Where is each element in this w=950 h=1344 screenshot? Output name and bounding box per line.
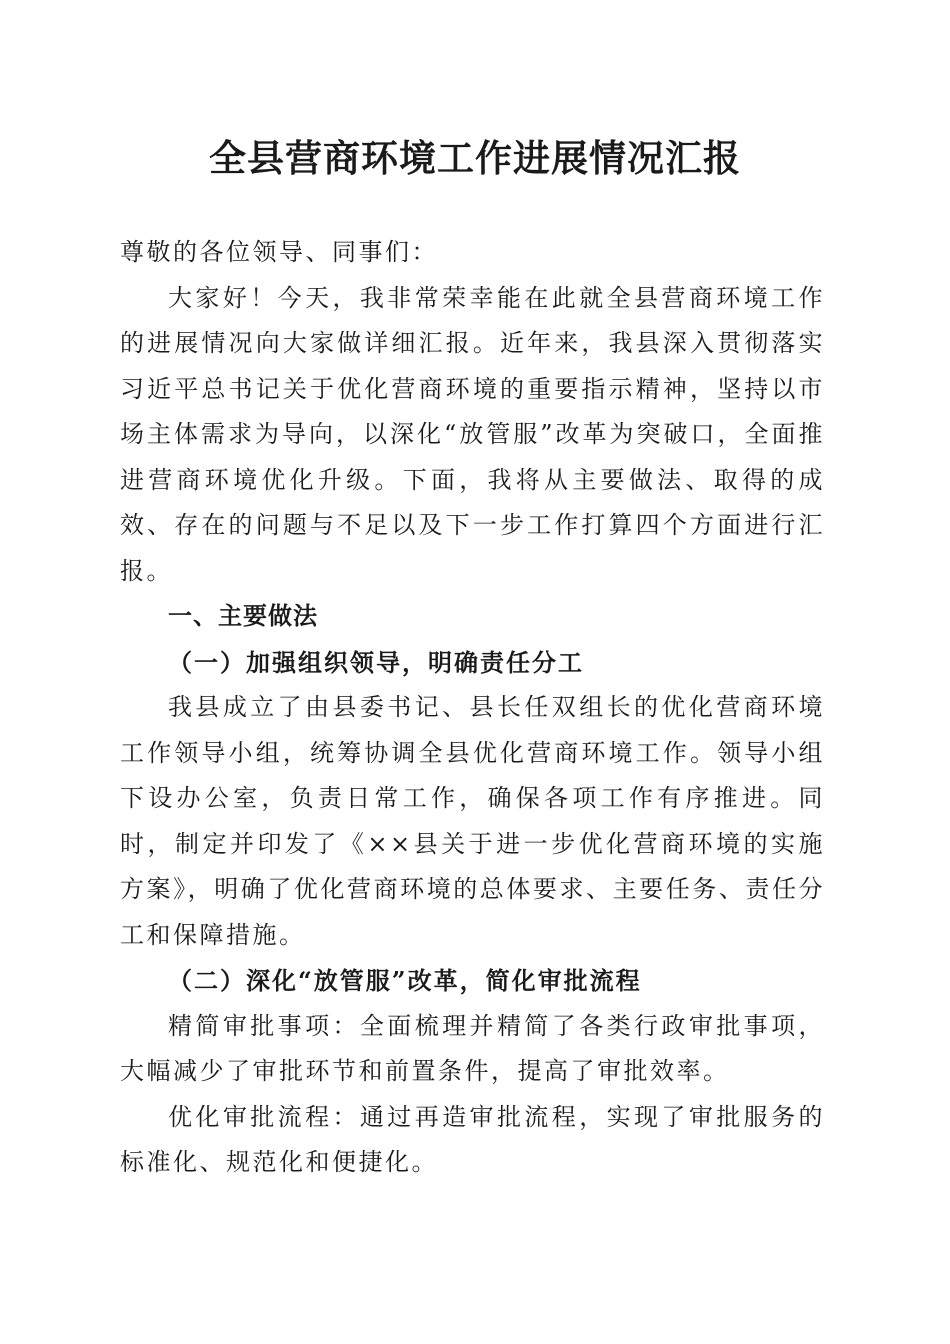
subsection-heading-leadership: （一）加强组织领导，明确责任分工 bbox=[168, 647, 584, 677]
section-heading-main-practices: 一、主要做法 bbox=[168, 602, 318, 630]
document-body bbox=[120, 230, 825, 1186]
document-title: 全县营商环境工作进展情况汇报 bbox=[209, 136, 741, 180]
intro-paragraph: 大家好！今天，我非常荣幸能在此就全县营商环境工作的进展情况向大家做详细汇报。近年来，我县深入贯彻落实习近平总书记关于优化营商环境的重要指示精神，坚持以市场主体需求为导向，以深化“放管服”改革为突破口，全面推进营商环境优化升级。下面，我将从主要做法、取得的成效、存在的问题与不足以及下一步工作打算四个方面进行汇报。 bbox=[120, 283, 825, 585]
salutation: 尊敬的各位领导、同事们： bbox=[120, 238, 438, 266]
subsection-heading-reform: （二）深化“放管服”改革，简化审批流程 bbox=[168, 966, 642, 995]
leadership-paragraph: 我县成立了由县委书记、县长任双组长的优化营商环境工作领导小组，统筹协调全县优化营商环境工作。领导小组下设办公室，负责日常工作，确保各项工作有序推进。同时，制定并印发了《××县关于进一步优化营商环境的实施方案》，明确了优化营商环境的总体要求、主要任务、责任分工和保障措施。 bbox=[120, 693, 825, 949]
approval-process-paragraph: 优化审批流程：通过再造审批流程，实现了审批服务的标准化、规范化和便捷化。 bbox=[120, 1102, 825, 1176]
approval-items-paragraph: 精简审批事项：全面梳理并精简了各类行政审批事项，大幅减少了审批环节和前置条件，提高了审批效率。 bbox=[120, 1011, 825, 1085]
